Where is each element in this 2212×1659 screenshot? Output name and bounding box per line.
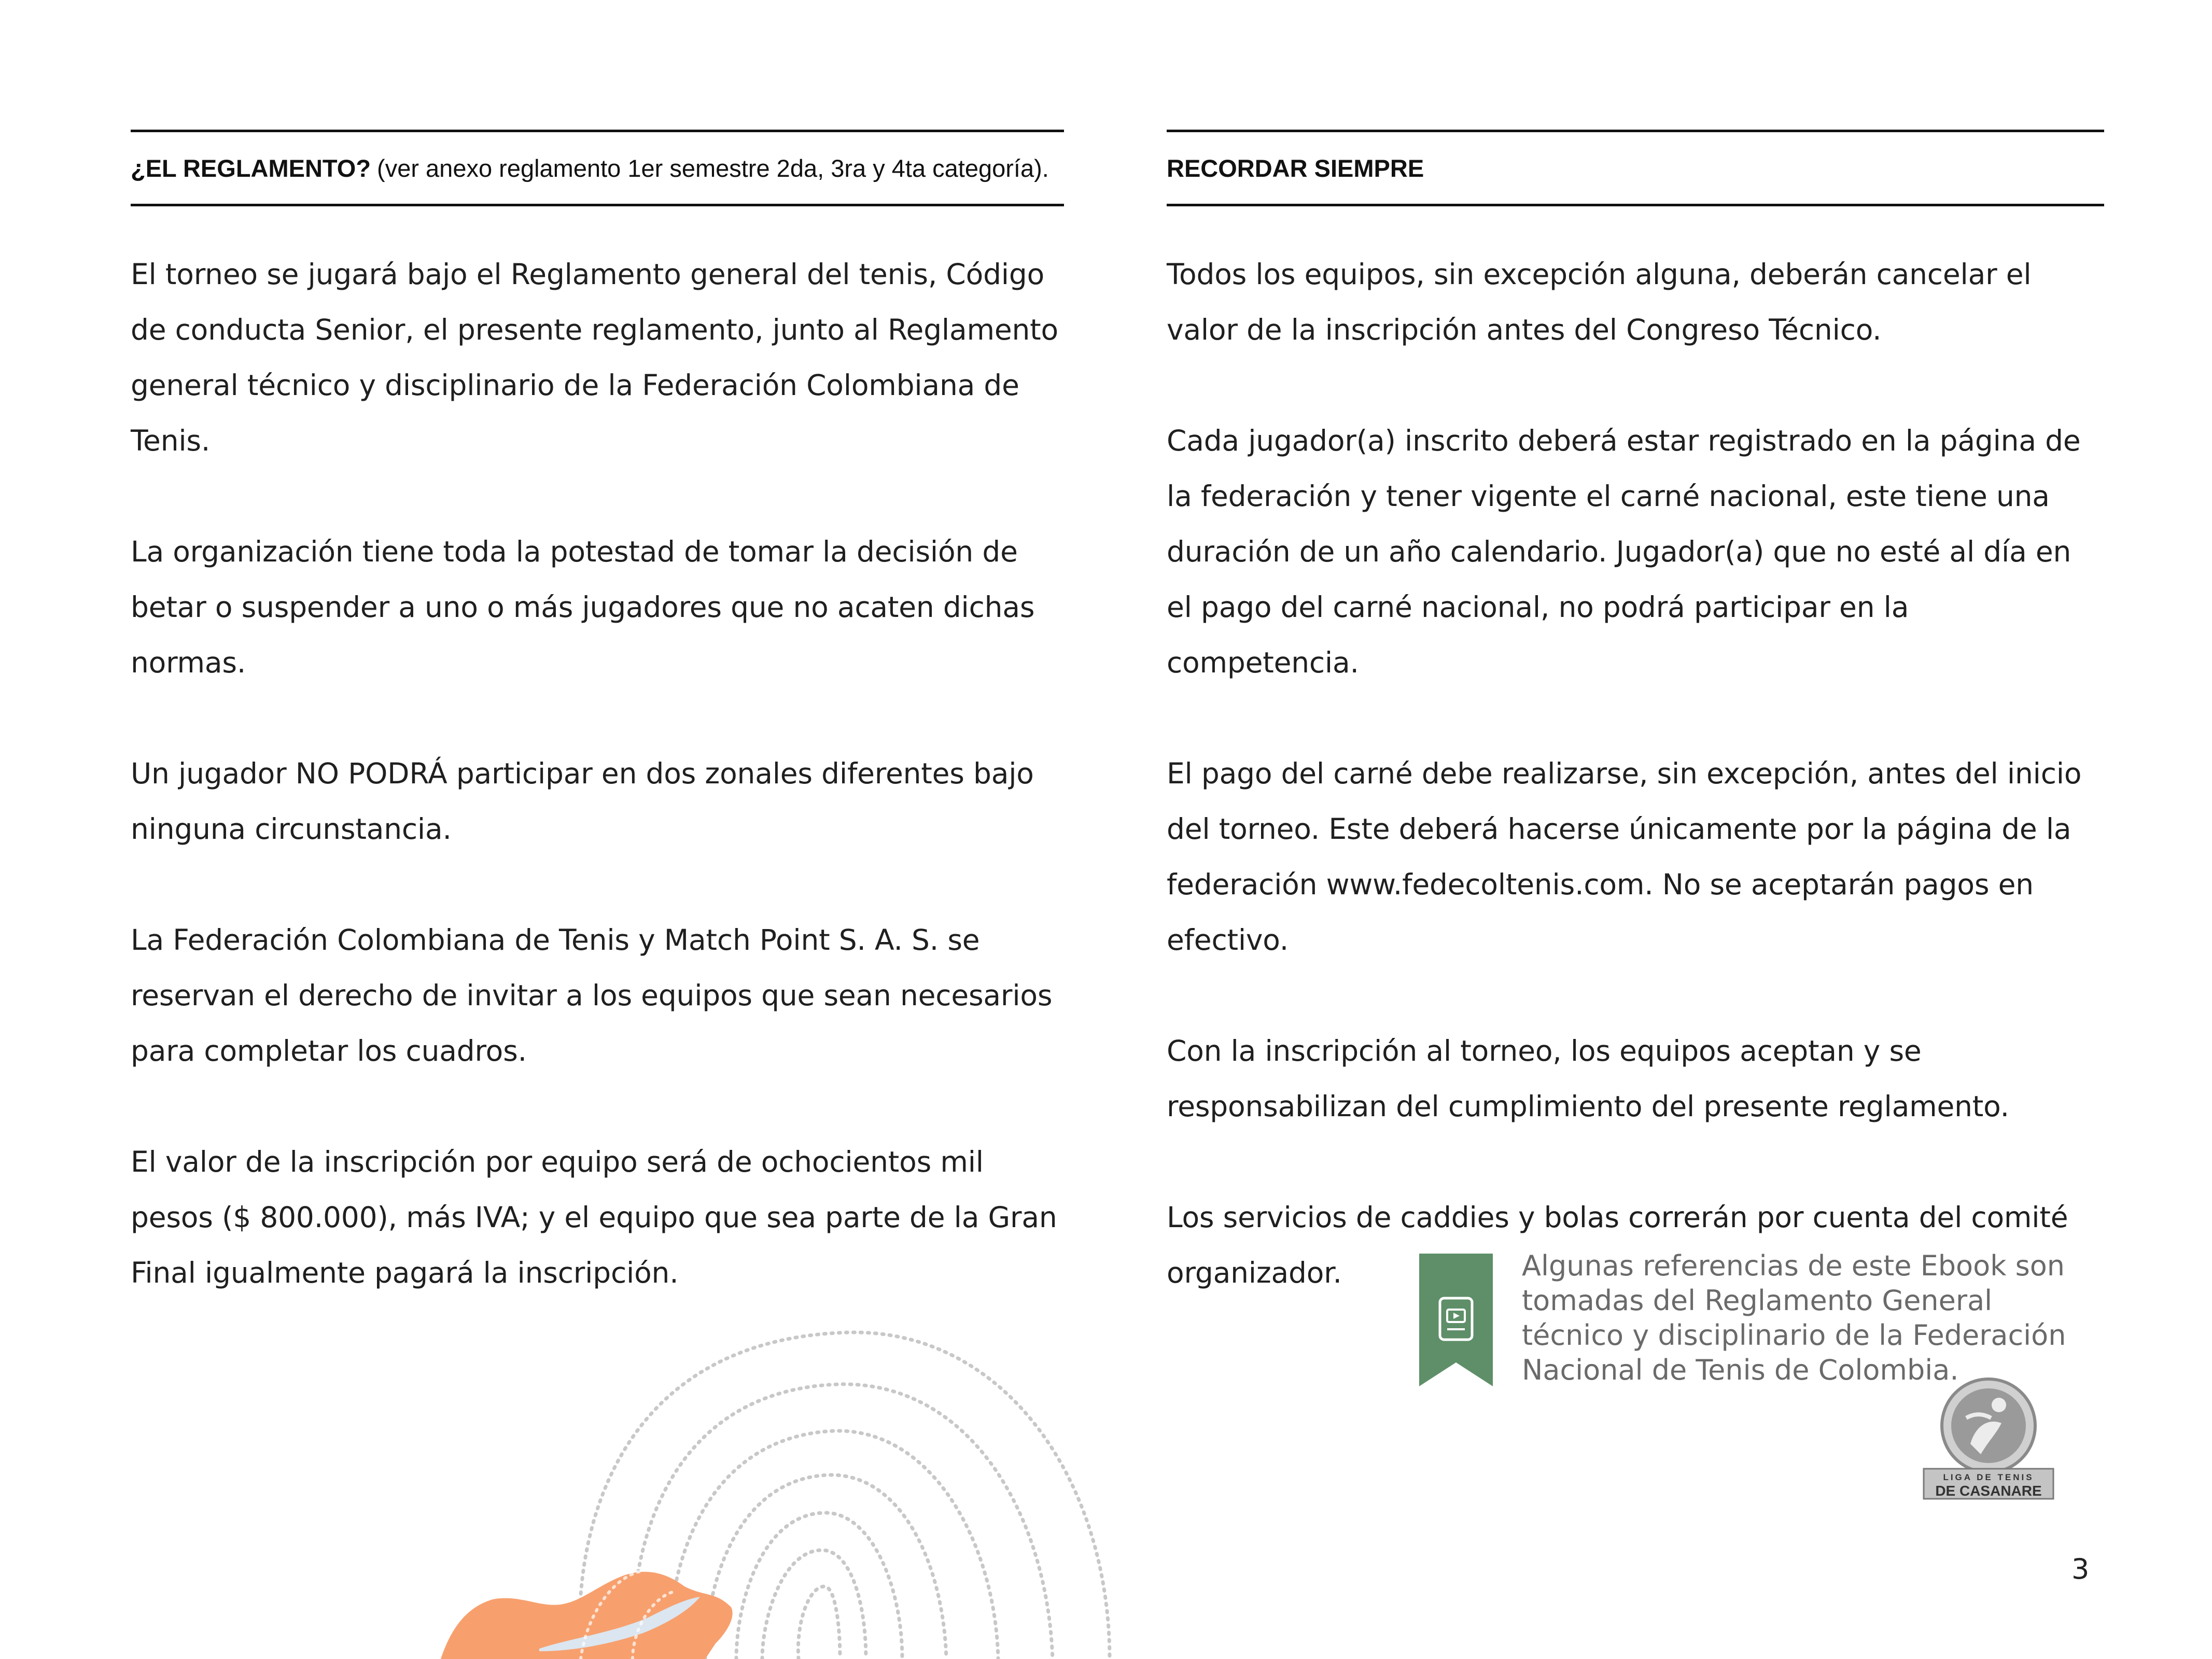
paragraph: La organización tiene toda la potestad de tomar la decisión de betar o suspender a uno o más jugadores que no acaten dichas normas.: [131, 535, 1035, 679]
document-bookmark-icon: [1419, 1254, 1493, 1386]
heading-note: (ver anexo reglamento 1er semestre 2da, 3ra y 4ta categoría).: [377, 154, 1049, 182]
right-column: [1167, 130, 2104, 1356]
bottom-rule: [131, 204, 1064, 206]
left-column: [131, 130, 1064, 1356]
liga-tenis-casanare-logo: [1919, 1376, 2059, 1501]
paragraph: El pago del carné debe realizarse, sin excepción, antes del inicio del torneo. Este deberá hacerse únicamente por la página de la federación www.fedecoltenis.com. No se aceptarán pagos en efectivo.: [1167, 757, 2082, 957]
section-heading: [1167, 132, 2104, 204]
paragraph-list: [1167, 247, 2104, 1301]
paragraph: El valor de la inscripción por equipo será de ochocientos mil pesos ($ 800.000), más IVA; y el equipo que sea parte de la Gran Final igualmente pagará la inscripción.: [131, 1145, 1057, 1289]
paragraph: Con la inscripción al torneo, los equipos aceptan y se responsabilizan del cumplimiento del presente reglamento.: [1167, 1034, 2009, 1123]
logo-line2: DE CASANARE: [1935, 1483, 2042, 1499]
bottom-rule: [1167, 204, 2104, 206]
paragraph: El torneo se jugará bajo el Reglamento general del tenis, Código de conducta Senior, el presente reglamento, junto al Reglamento general técnico y disciplinario de la Federación Colombiana de Tenis.: [131, 258, 1058, 457]
section-heading: [131, 132, 1064, 204]
reference-note: Algunas referencias de este Ebook son tomadas del Reglamento General técnico y disciplinario de la Federación Nacional de Tenis de Colombia.: [1522, 1249, 2066, 1386]
paragraph: Cada jugador(a) inscrito deberá estar registrado en la página de la federación y tener vigente el carné nacional, este tiene una duración de un año calendario. Jugador(a) que no esté al día en el pago del carné nacional, no podrá participar en la competencia.: [1167, 424, 2081, 679]
paragraph: Un jugador NO PODRÁ participar en dos zonales diferentes bajo ninguna circunstancia.: [131, 757, 1034, 846]
heading-bold: RECORDAR SIEMPRE: [1167, 154, 1424, 182]
paragraph: La Federación Colombiana de Tenis y Match Point S. A. S. se reservan el derecho de invitar a los equipos que sean necesarios para completar los cuadros.: [131, 923, 1053, 1067]
heading-bold: ¿EL REGLAMENTO?: [131, 154, 371, 182]
paragraph: Los servicios de caddies y bolas correrán por cuenta del comité organizador.: [1167, 1201, 2068, 1289]
paragraph: Todos los equipos, sin excepción alguna, deberán cancelar el valor de la inscripción antes del Congreso Técnico.: [1167, 258, 2032, 346]
page-number: 3: [2071, 1553, 2090, 1585]
logo-line1: LIGA DE TENIS: [1943, 1472, 2034, 1482]
paragraph-list: [131, 247, 1064, 1301]
decorative-artwork: [425, 1327, 1141, 1659]
